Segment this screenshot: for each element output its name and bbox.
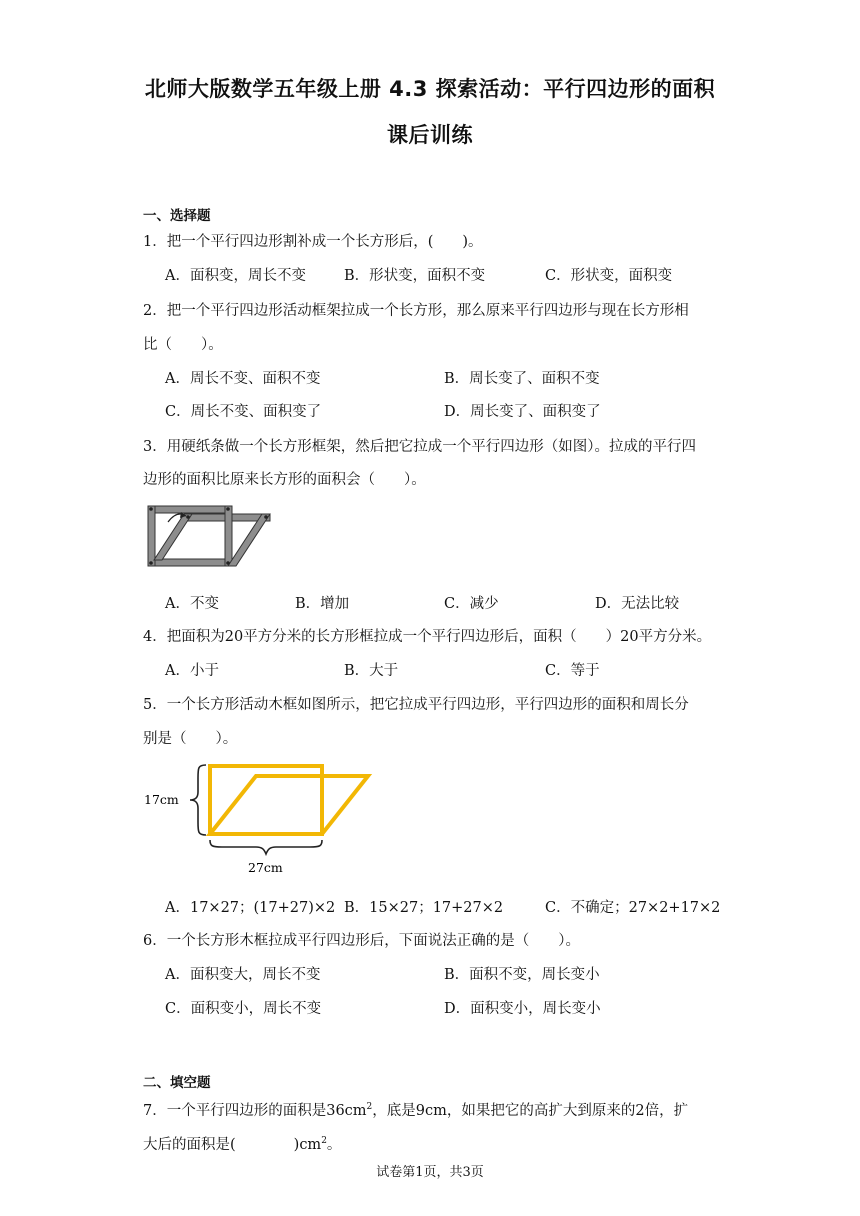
question-4-stem: 4．把面积为20平方分米的长方形框拉成一个平行四边形后，面积（ ）20平方分米。 — [143, 629, 712, 645]
question-3-option-c: C．减少 — [444, 596, 499, 612]
question-7-stem-line-1 — [143, 1099, 688, 1120]
question-2-option-c: C．周长不变、面积变了 — [165, 404, 322, 420]
question-3-option-d: D．无法比较 — [595, 596, 680, 612]
height-label: 17cm — [144, 792, 179, 807]
question-1-option-c: C．形状变，面积变 — [545, 268, 673, 284]
question-7-text-2b: 。 — [326, 1137, 342, 1153]
question-6-option-c: C．面积变小，周长不变 — [165, 1001, 322, 1017]
question-6-option-a: A．面积变大，周长不变 — [165, 967, 321, 983]
section-heading-fill-blank: 二、填空题 — [143, 1075, 211, 1091]
question-5-option-a: A．17×27；(17+27)×2 — [165, 900, 336, 916]
question-1-stem: 1．把一个平行四边形割补成一个长方形后，( )。 — [143, 234, 483, 250]
question-4-option-c: C．等于 — [545, 663, 600, 679]
question-6-stem: 6．一个长方形木框拉成平行四边形后，下面说法正确的是（ ）。 — [143, 933, 580, 949]
question-2-option-b: B．周长变了、面积不变 — [444, 371, 600, 387]
question-2-option-a: A．周长不变、面积不变 — [165, 371, 321, 387]
question-3-stem-line-2: 边形的面积比原来长方形的面积会（ ）。 — [143, 472, 426, 488]
question-5-option-c: C．不确定；27×2+17×2 — [545, 900, 721, 916]
question-7-text-1b: ，底是9cm，如果把它的高扩大到原来的2倍，扩 — [372, 1103, 689, 1119]
question-5-option-b: B．15×27；17+27×2 — [344, 900, 504, 916]
page-footer: 试卷第1页，共3页 — [376, 1165, 484, 1180]
question-6-option-b: B．面积不变，周长变小 — [444, 967, 600, 983]
title-line-1: 北师大版数学五年级上册 4.3 探索活动：平行四边形的面积 — [144, 77, 716, 101]
question-4-option-a: A．小于 — [165, 663, 219, 679]
superscript-2: 2 — [366, 1102, 373, 1113]
superscript-2: 2 — [321, 1136, 327, 1147]
width-label: 27cm — [248, 860, 283, 875]
question-2-stem-line-1: 2．把一个平行四边形活动框架拉成一个长方形，那么原来平行四边形与现在长方形相 — [143, 303, 689, 319]
title-line-2: 课后训练 — [387, 123, 473, 147]
question-7-text-1a: 7．一个平行四边形的面积是36cm — [143, 1103, 367, 1119]
question-2-option-d: D．周长变了、面积变了 — [444, 404, 601, 420]
question-5-stem-line-1: 5．一个长方形活动木框如图所示，把它拉成平行四边形，平行四边形的面积和周长分 — [143, 697, 689, 713]
frame-to-parallelogram-figure — [140, 500, 280, 578]
question-3-option-b: B．增加 — [295, 596, 350, 612]
wooden-frame-figure — [140, 756, 380, 880]
question-5-stem-line-2: 别是（ ）。 — [143, 731, 238, 747]
question-3-option-a: A．不变 — [165, 596, 219, 612]
question-6-option-d: D．面积变小，周长变小 — [444, 1001, 601, 1017]
question-2-stem-line-2: 比（ ）。 — [143, 337, 223, 353]
question-7-text-2a: 大后的面积是( )cm — [143, 1137, 322, 1153]
section-heading-choice: 一、选择题 — [143, 208, 211, 224]
question-1-option-a: A．面积变，周长不变 — [165, 268, 306, 284]
question-4-option-b: B．大于 — [344, 663, 399, 679]
question-1-option-b: B．形状变，面积不变 — [344, 268, 486, 284]
question-7-stem-line-2 — [143, 1133, 341, 1154]
question-3-stem-line-1: 3．用硬纸条做一个长方形框架，然后把它拉成一个平行四边形（如图）。拉成的平行四 — [143, 439, 696, 455]
